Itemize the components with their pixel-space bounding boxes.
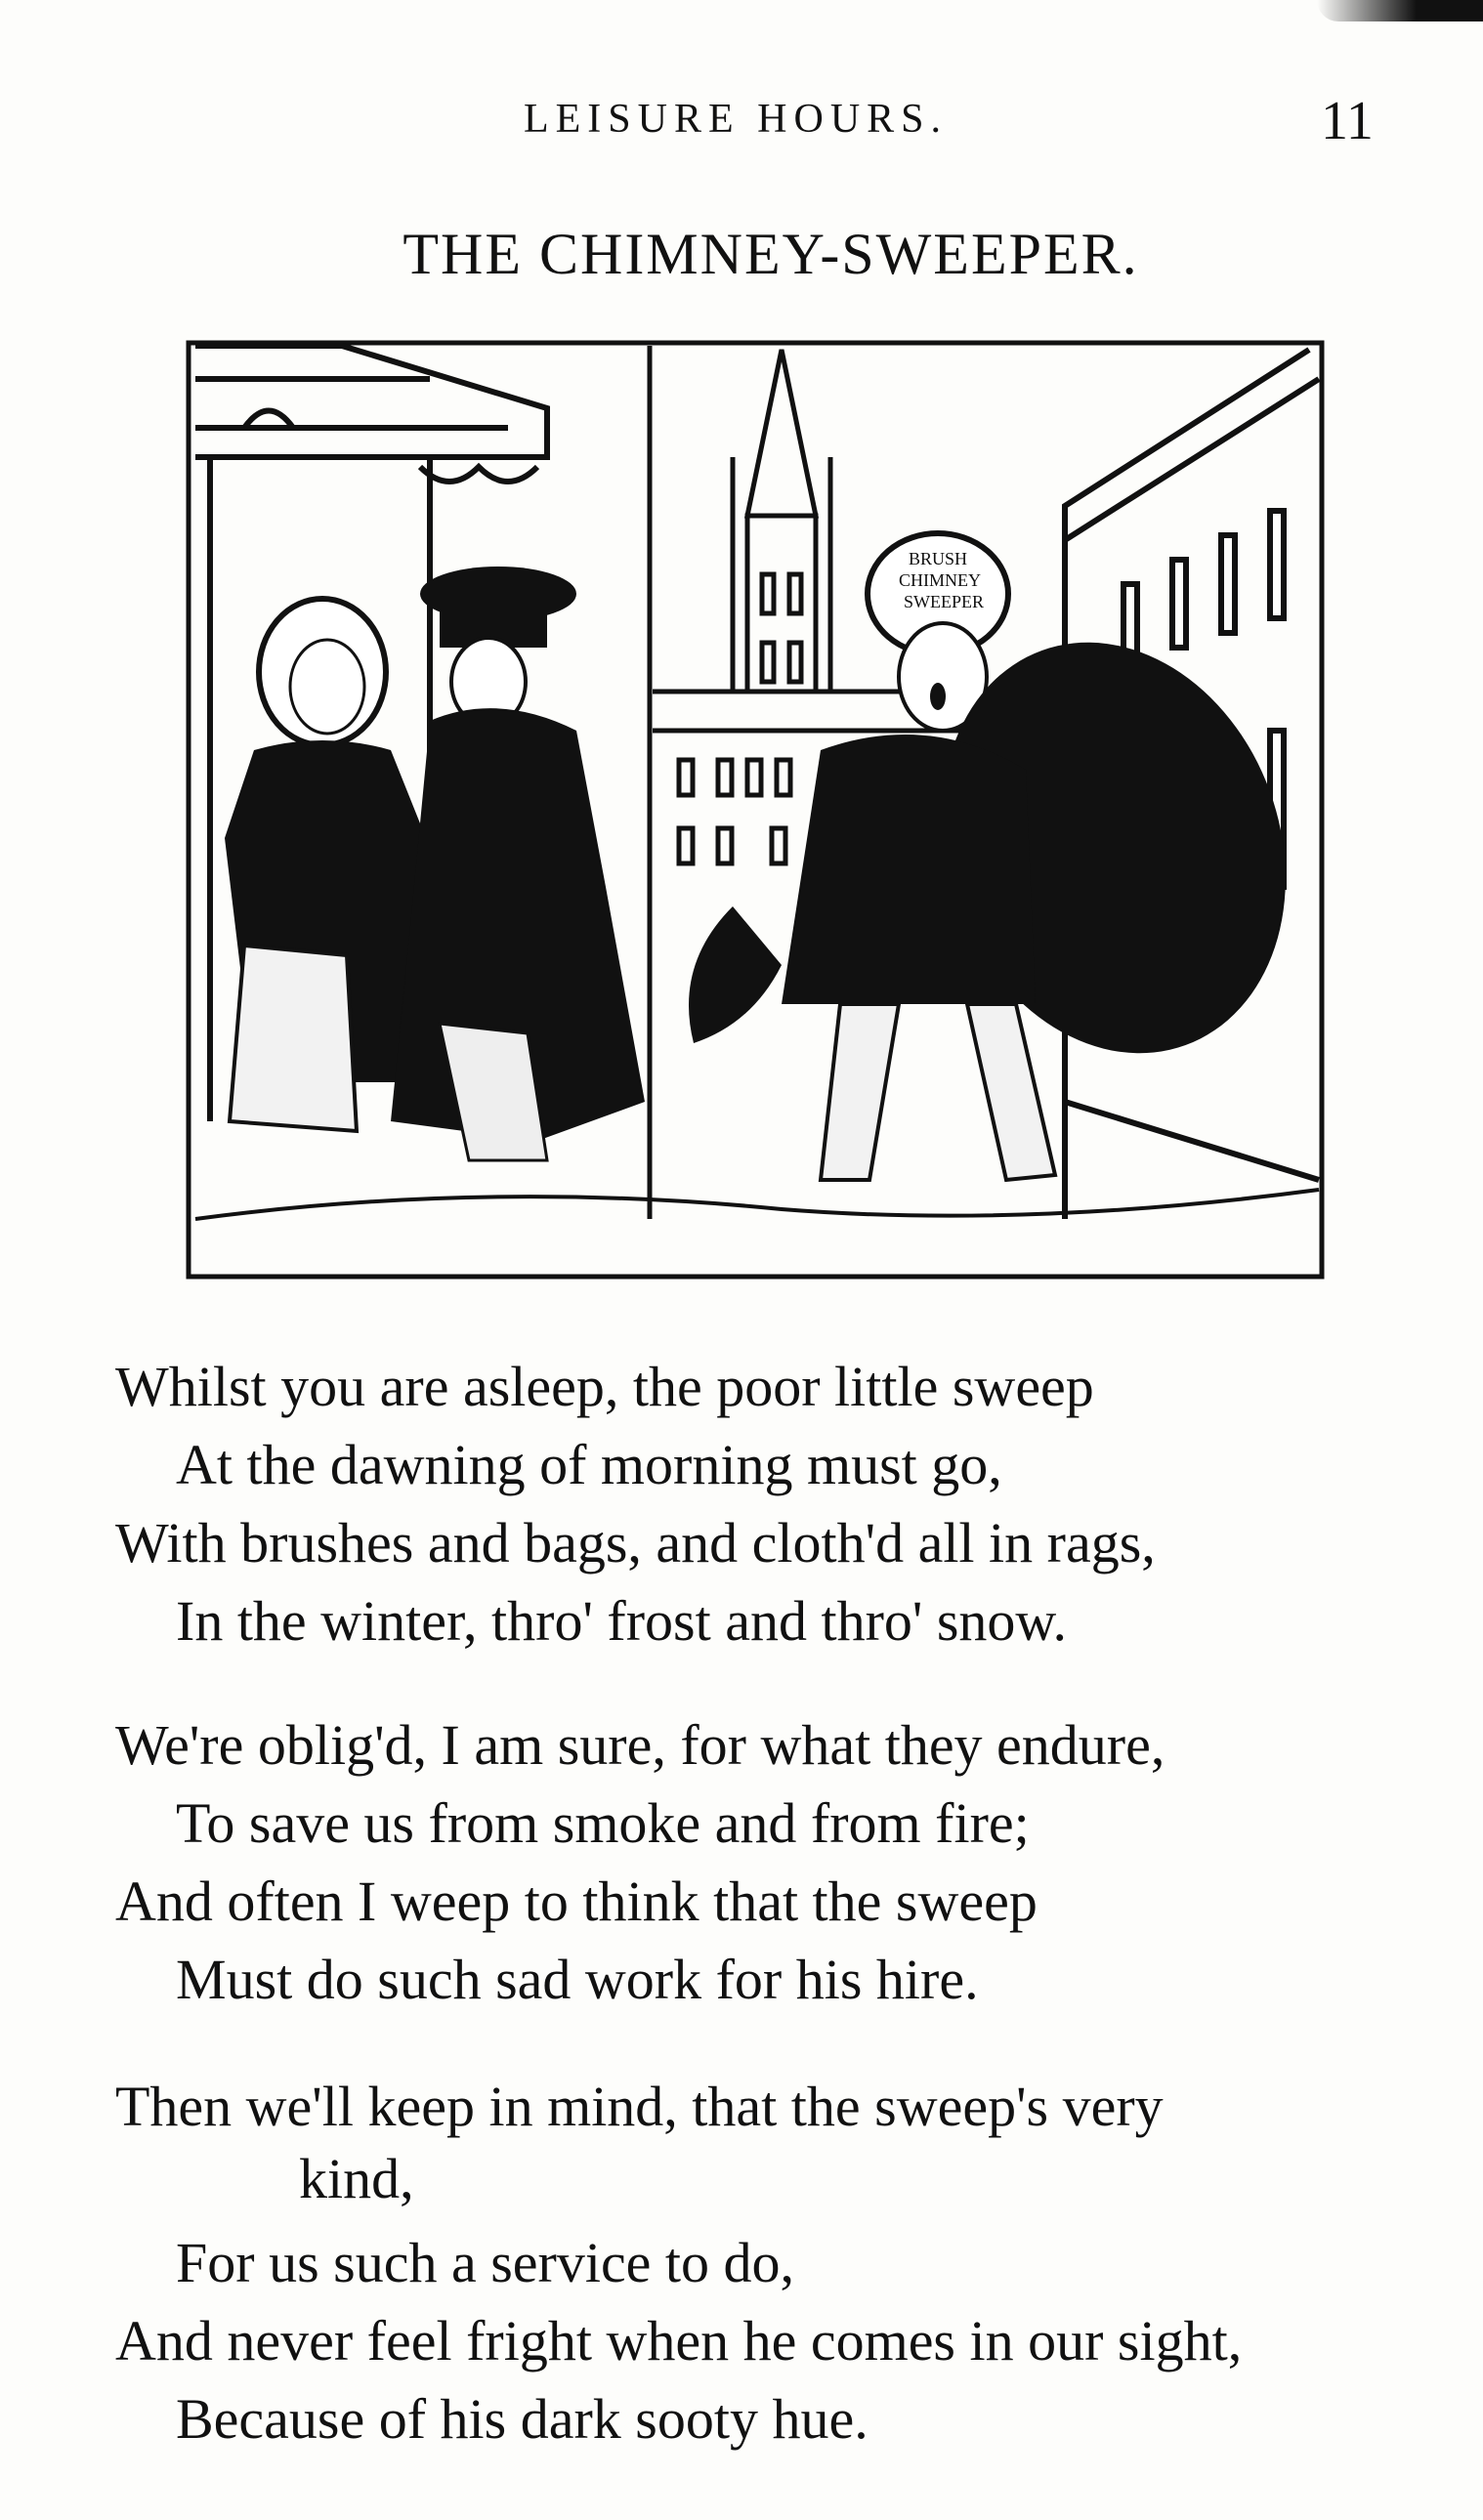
- cap-text-1: BRUSH: [908, 549, 968, 568]
- poem-line: To save us from smoke and from fire;: [176, 1791, 1030, 1855]
- poem-line: In the winter, thro' frost and thro' snow.: [176, 1589, 1068, 1653]
- poem-line: Must do such sad work for his hire.: [176, 1948, 979, 2011]
- poem-line: kind,: [299, 2147, 414, 2210]
- poem-title: THE CHIMNEY-SWEEPER.: [403, 222, 1139, 286]
- poem-line: At the dawning of morning must go,: [176, 1433, 1002, 1496]
- poem-line: And never feel fright when he comes in our sight,: [115, 2309, 1243, 2373]
- poem-line: With brushes and bags, and cloth'd all in rags,: [115, 1511, 1156, 1575]
- woodcut-illustration: [186, 340, 1325, 1280]
- poem-line: We're oblig'd, I am sure, for what they endure,: [115, 1713, 1165, 1777]
- running-head: LEISURE HOURS.: [524, 97, 949, 142]
- poem-line: For us such a service to do,: [176, 2231, 795, 2294]
- church-tower: [733, 350, 830, 692]
- poem-line: And often I weep to think that the sweep: [115, 1869, 1038, 1933]
- ink-smudge: [1317, 0, 1483, 21]
- poem-line: Whilst you are asleep, the poor little sweep: [115, 1355, 1094, 1418]
- poem-line: Because of his dark sooty hue.: [176, 2387, 869, 2451]
- street-line: [195, 1190, 1319, 1219]
- page-number: 11: [1321, 91, 1374, 151]
- cap-text-3: SWEEPER: [903, 592, 985, 611]
- poem-line: Then we'll keep in mind, that the sweep's very: [115, 2075, 1164, 2138]
- cap-text-2: CHIMNEY: [899, 570, 981, 590]
